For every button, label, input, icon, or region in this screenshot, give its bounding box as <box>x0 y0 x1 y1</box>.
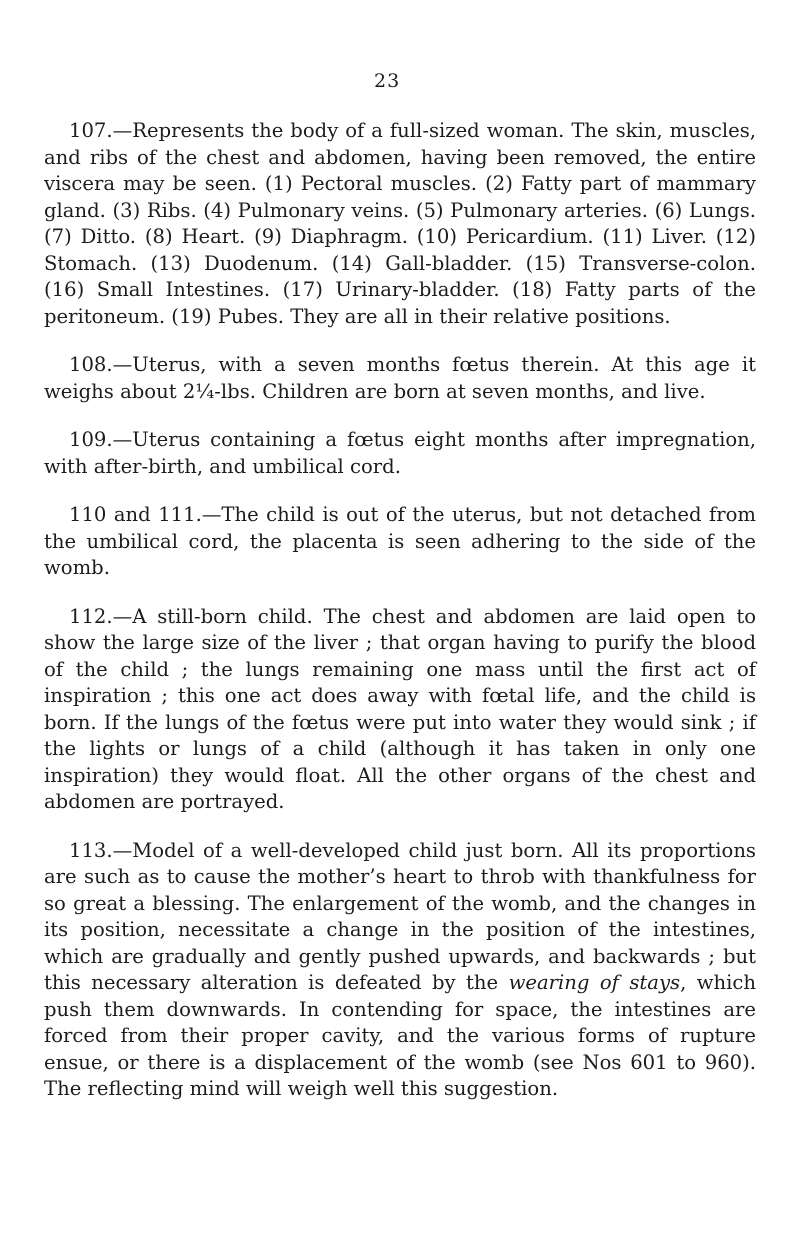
entry-112: 112.—A still-born child. The chest and abdomen are laid open to show the large size of the liver ; that organ having to purify the blood of the child ; the lungs remaining one mass until the first act of inspiration ; this one act does away with fœtal life, and the child is born. If the lungs of the fœtus were put into water they would sink ; if the lights or lungs of a child (although it has taken in only one inspiration) they would float. All the other organs of the chest and abdomen are portrayed. <box>44 604 756 813</box>
entry-110-111: 110 and 111.—The child is out of the uterus, but not detached from the umbilical cord, the placenta is seen adhering to the side of the womb. <box>44 503 756 579</box>
entry-113-text-after: , which push them downwards. In contending for space, the intestines are forced from their proper cavity, and the various forms of rupture ensue, or there is a displacement of the womb (see Nos 601 to 960). The reflecting mind will weigh well this suggestion. <box>44 971 756 1100</box>
page-number: 23 <box>374 70 401 92</box>
page-body <box>44 118 756 1125</box>
entry-109: 109.—Uterus containing a fœtus eight months after impregnation, with after-birth, and umbilical cord. <box>44 428 756 478</box>
entry-108: 108.—Uterus, with a seven months fœtus therein. At this age it weighs about 2¼-lbs. Children are born at seven months, and live. <box>44 353 756 403</box>
entry-113-italic-phrase: wearing of stays <box>508 971 681 994</box>
entry-113 <box>44 838 756 1103</box>
entry-113-text-before: 113.—Model of a well-developed child just born. All its proportions are such as to cause the mother’s heart to throb with thankfulness for so great a blessing. The enlargement of the womb, and the changes in its position, necessitate a change in the position of the intestines, which are gradually and gently pushed upwards, and backwards ; but this necessary alteration is defeated by the <box>44 838 756 994</box>
entry-107: 107.—Represents the body of a full-sized woman. The skin, muscles, and ribs of the chest and abdomen, having been removed, the entire viscera may be seen. (1) Pectoral muscles. (2) Fatty part of mammary gland. (3) Ribs. (4) Pulmonary veins. (5) Pulmonary arteries. (6) Lungs. (7) Ditto. (8) Heart. (9) Diaphragm. (10) Pericardium. (11) Liver. (12) Stomach. (13) Duodenum. (14) Gall-bladder. (15) Transverse-colon. (16) Small Intestines. (17) Urinary-bladder. (18) Fatty parts of the peritoneum. (19) Pubes. They are all in their relative positions. <box>44 119 756 328</box>
